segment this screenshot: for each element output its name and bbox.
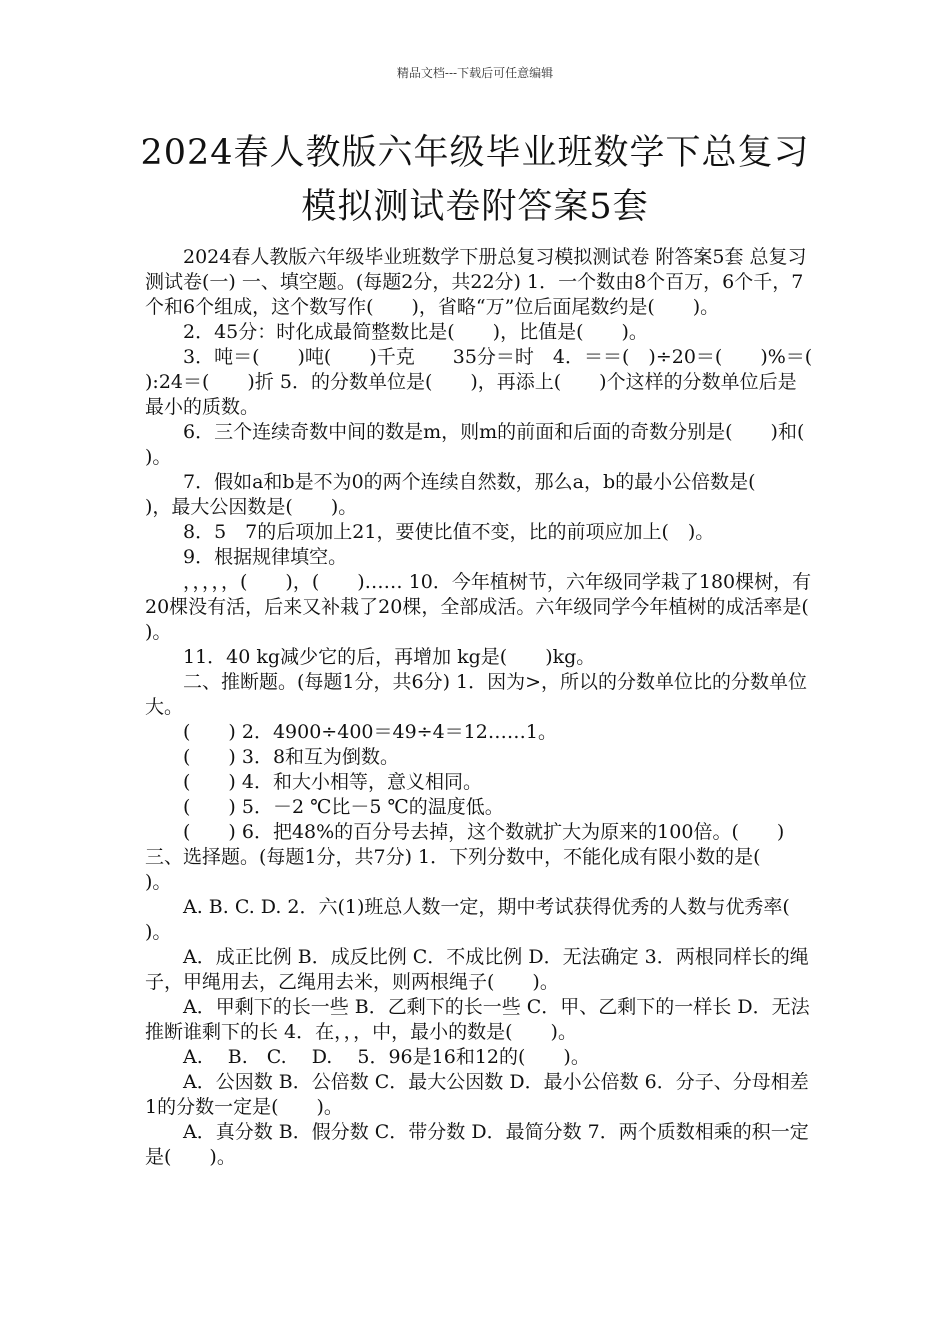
paragraph: 9．根据规律填空。 — [183, 546, 348, 568]
paragraph: 2．45分：时化成最简整数比是( )，比值是( )。 — [183, 321, 648, 343]
paragraph: 7．假如a和b是不为0的两个连续自然数，那么a，b的最小公倍数是( )，最大公因数是( )。 — [145, 471, 794, 518]
paragraph: ( ) 3．8和互为倒数。 — [183, 746, 400, 768]
document-title — [100, 126, 850, 234]
paragraph: A．真分数 B．假分数 C．带分数 D．最简分数 7．两个质数相乘的积一定是( )。 — [145, 1121, 809, 1168]
paragraph: ，，，，，( )，( )…… 10．今年植树节，六年级同学栽了180棵树，有20棵没有活，后来又补栽了20棵，全部成活。六年级同学今年植树的成活率是( )。 — [145, 571, 847, 643]
paragraph: A. B. C. D. 5．96是16和12的( )。 — [183, 1046, 590, 1068]
paragraph: 6．三个连续奇数中间的数是m，则m的前面和后面的奇数分别是( )和( )。 — [145, 421, 843, 468]
paragraph: A．甲剩下的长一些 B．乙剩下的长一些 C．甲、乙剩下的一样长 D．无法推断谁剩下的长 4．在，，，中，最小的数是( )。 — [145, 996, 810, 1043]
title-line-2: 模拟测试卷附答案5套 — [301, 187, 649, 227]
paragraph: 3．吨＝( )吨( )千克 35分＝时 4．＝＝( )÷20＝( )%＝( ):24＝( )折 5．的分数单位是( )，再添上( )个这样的分数单位后是最小的质数。 — [145, 346, 851, 418]
paragraph: ( ) 2．4900÷400＝49÷4＝12……1。 — [183, 721, 557, 743]
page-header: 精品文档---下载后可任意编辑 — [396, 66, 554, 80]
paragraph: 11．40 kg减少它的后，再增加 kg是( )kg。 — [183, 646, 596, 668]
paragraph: A. B. C. D. 2．六(1)班总人数一定，期中考试获得优秀的人数与优秀率( )。 — [145, 896, 828, 943]
paragraph: ( ) 4．和大小相等，意义相同。 — [183, 771, 482, 793]
paragraph: 8．5 7的后项加上21，要使比值不变，比的前项应加上( )。 — [183, 521, 715, 543]
title-line-1: 2024春人教版六年级毕业班数学下总复习 — [140, 133, 810, 173]
paragraph: A．成正比例 B．成反比例 C．不成比例 D．无法确定 3．两根同样长的绳子，甲绳用去，乙绳用去米，则两根绳子( )。 — [145, 946, 809, 993]
paragraph: ( ) 6．把48%的百分号去掉，这个数就扩大为原来的100倍。( ) 三、选择题。(每题1分，共7分) 1．下列分数中，不能化成有限小数的是( )。 — [145, 821, 799, 893]
document-body — [145, 245, 851, 1170]
paragraph: 2024春人教版六年级毕业班数学下册总复习模拟测试卷 附答案5套 总复习测试卷(一) 一、填空题。(每题2分，共22分) 1．一个数由8个百万，6个千，7个和6个组成，这个数写作( )，省略“万”位后面尾数约是( )。 — [145, 246, 807, 318]
paragraph: A．公因数 B．公倍数 C．最大公因数 D．最小公倍数 6．分子、分母相差1的分数一定是( )。 — [145, 1071, 809, 1118]
paragraph: 二、推断题。(每题1分，共6分) 1．因为>，所以的分数单位比的分数单位大。 — [145, 671, 808, 718]
paragraph: ( ) 5．－2 ℃比－5 ℃的温度低。 — [183, 796, 504, 818]
